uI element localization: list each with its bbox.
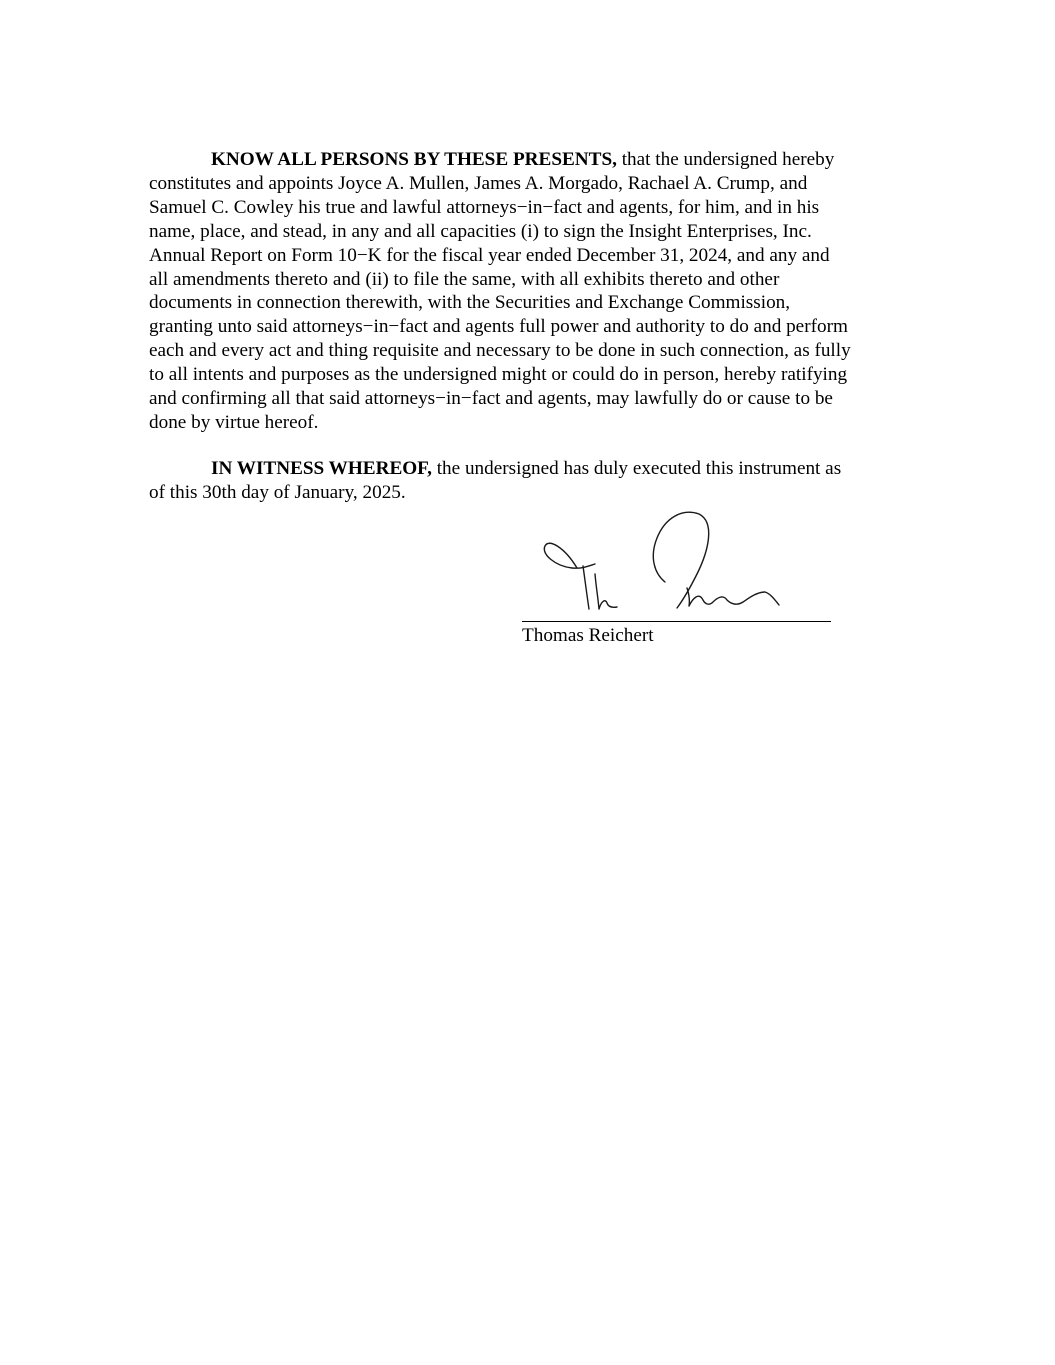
signer-name: Thomas Reichert bbox=[522, 625, 654, 646]
paragraph-line: each and every act and thing requisite and necessary to be done in such connection, as fully bbox=[149, 340, 851, 362]
paragraph-line: IN WITNESS WHEREOF, the undersigned has duly executed this instrument as bbox=[211, 458, 842, 479]
witness-paragraph bbox=[149, 457, 909, 505]
paragraph-line: granting unto said attorneys−in−fact and agents full power and authority to do and perform bbox=[149, 316, 848, 338]
paragraph-line: Annual Report on Form 10−K for the fiscal year ended December 31, 2024, and any and bbox=[149, 244, 830, 266]
paragraph-line: documents in connection therewith, with the Securities and Exchange Commission, bbox=[149, 292, 791, 314]
signature-line bbox=[522, 621, 831, 622]
paragraph-line: name, place, and stead, in any and all capacities (i) to sign the Insight Enterprises, Inc. bbox=[149, 220, 812, 242]
paragraph-line: constitutes and appoints Joyce A. Mullen, James A. Morgado, Rachael A. Crump, and bbox=[149, 172, 808, 194]
paragraph-line: KNOW ALL PERSONS BY THESE PRESENTS, that the undersigned hereby bbox=[211, 149, 835, 170]
handwritten-signature bbox=[537, 508, 787, 613]
paragraph-lead: IN WITNESS WHEREOF, bbox=[211, 458, 432, 479]
paragraph-line: to all intents and purposes as the undersigned might or could do in person, hereby ratifying bbox=[149, 364, 848, 386]
paragraph-line: done by virtue hereof. bbox=[149, 411, 319, 433]
power-of-attorney-paragraph bbox=[149, 148, 909, 435]
paragraph-line: Samuel C. Cowley his true and lawful attorneys−in−fact and agents, for him, and in his bbox=[149, 196, 820, 218]
paragraph-line: of this 30th day of January, 2025. bbox=[149, 481, 406, 503]
paragraph-lead: KNOW ALL PERSONS BY THESE PRESENTS, bbox=[211, 149, 617, 170]
paragraph-line: all amendments thereto and (ii) to file the same, with all exhibits thereto and other bbox=[149, 268, 780, 290]
paragraph-line: and confirming all that said attorneys−in−fact and agents, may lawfully do or cause to be bbox=[149, 388, 833, 410]
